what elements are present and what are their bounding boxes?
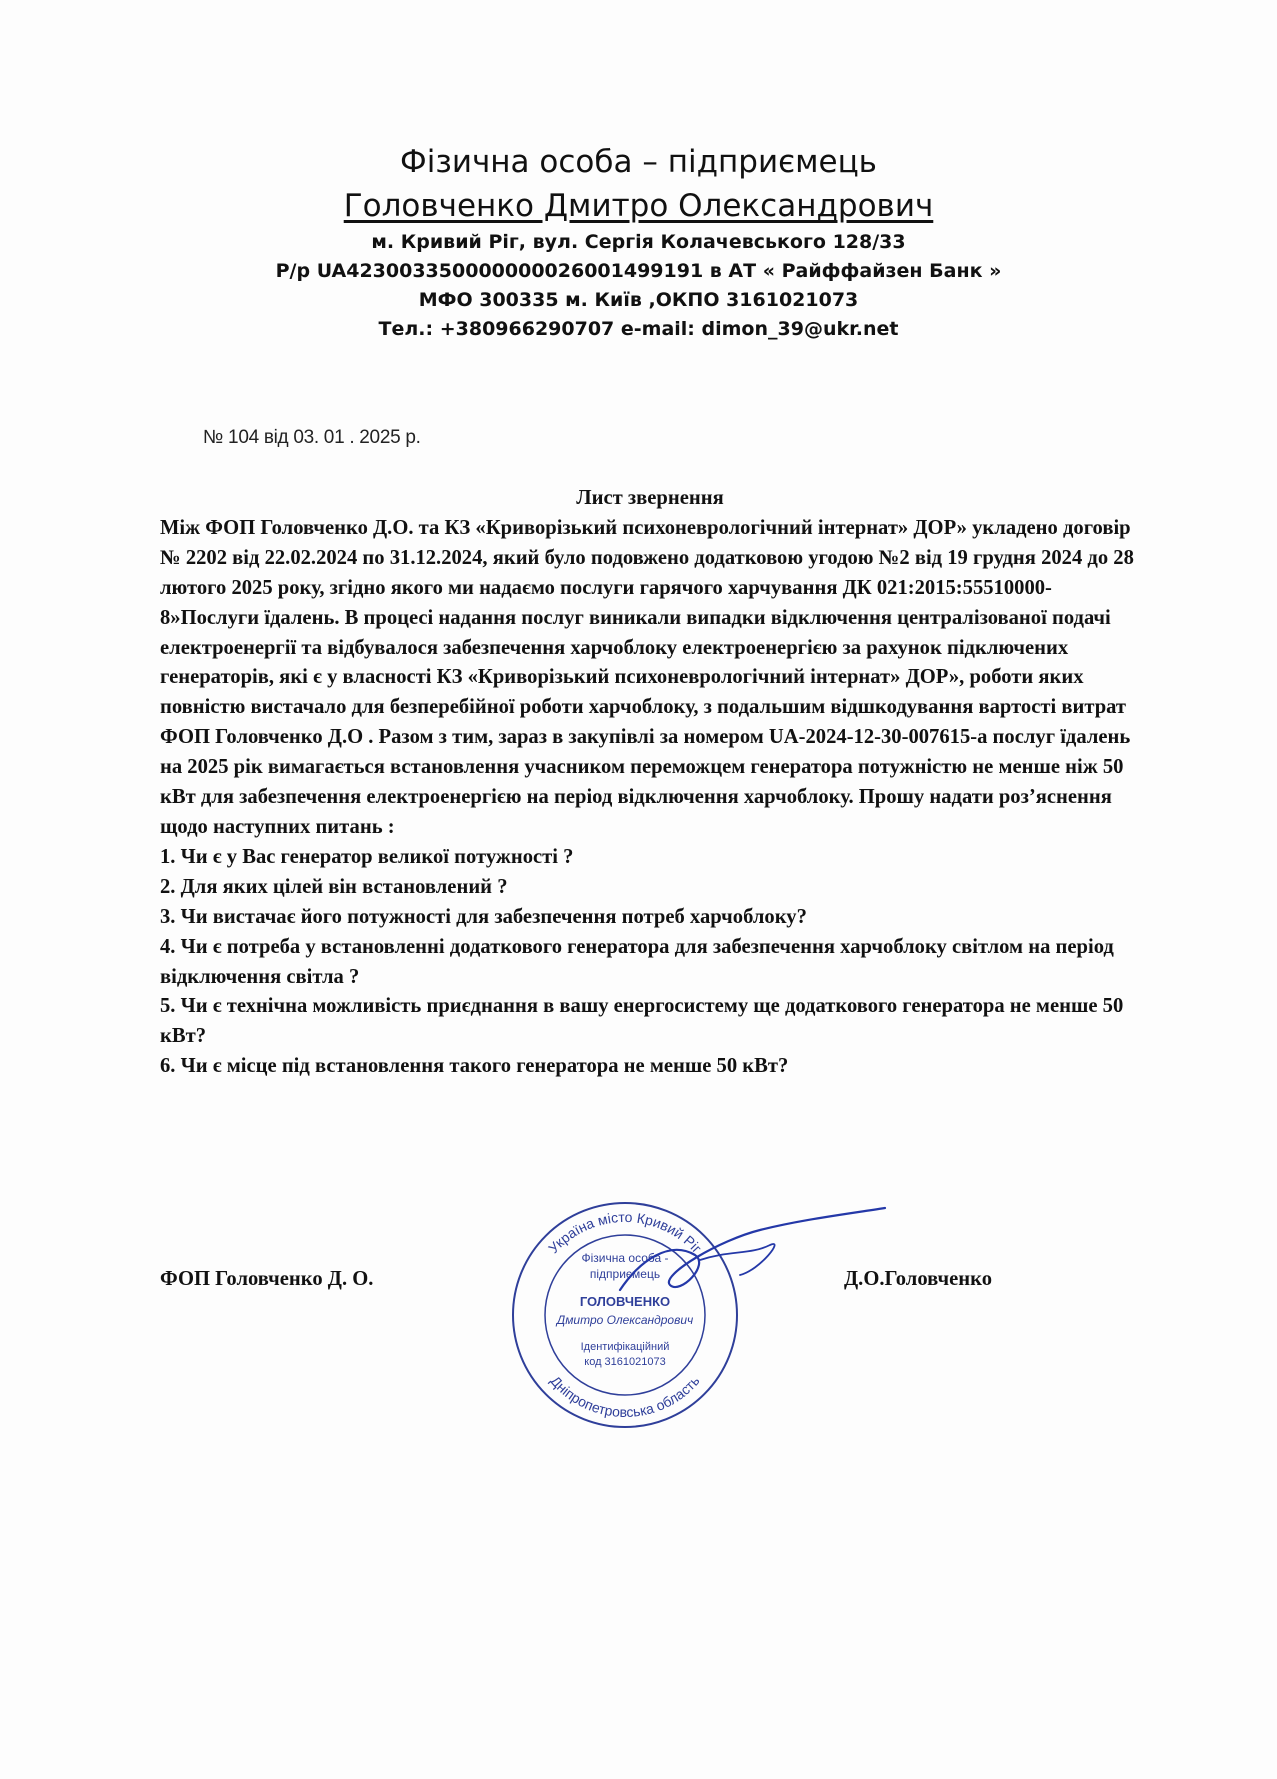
stamp-line-1: Фізична особа - xyxy=(581,1251,669,1265)
handwritten-signature xyxy=(600,1200,900,1310)
stamp-line-3: ГОЛОВЧЕНКО xyxy=(579,1294,671,1309)
stamp-line-4: Дмитро Олександрович xyxy=(556,1313,694,1327)
letterhead-mfo: МФО 300335 м. Київ ,ОКПО 3161021073 xyxy=(418,289,859,311)
letterhead-address: м. Кривий Ріг, вул. Сергія Колачевського 128/33 xyxy=(371,231,906,253)
letterhead-name: Головченко Дмитро Олександрович xyxy=(343,188,934,224)
question-4: 4. Чи є потреба у встановленні додаткового генератора для забезпечення харчоблоку світлом на період відключення світла ? xyxy=(160,935,1114,988)
question-2: 2. Для яких цілей він встановлений ? xyxy=(160,875,508,898)
question-5: 5. Чи є технічна можливість приєднання в вашу енергосистему ще додаткового генератора не менше 50 кВт? xyxy=(160,995,1124,1048)
letterhead-account: Р/р UA423003350000000026001499191 в АТ « Райффайзен Банк » xyxy=(275,260,1002,282)
letter-body xyxy=(160,484,1140,1082)
letterhead xyxy=(0,140,1277,344)
signatory-name-right: Д.О.Головченко xyxy=(844,1268,992,1290)
stamp-line-5: Ідентифікаційний xyxy=(580,1341,670,1353)
registration-number: № 104 від 03. 01 . 2025 р. xyxy=(203,427,421,448)
letterhead-contacts: Тел.: +380966290707 e-mail: dimon_39@ukr.net xyxy=(378,318,899,340)
stamp-ring-bottom: Дніпропетровська область xyxy=(547,1372,703,1421)
stamp-line-2: підприємець xyxy=(589,1267,661,1281)
stamp-line-6: код 3161021073 xyxy=(584,1356,666,1368)
letter-paragraph: Між ФОП Головченко Д.О. та КЗ «Криворізький психоневрологічний інтернат» ДОР» укладено договір № 2202 від 22.02.2024 по 31.12.2024, який було подовжено додатковою угодою №2 від 19 грудня 2024 до 28 лютого 2025 року, згідно якого ми надаємо послуги гарячого харчування ДК 021:2015:55510000-8»Послуги їдалень. В процесі надання послуг виникали випадки відключення централізованої подачі електроенергії та відбувалося забезпечення харчоблоку електроенергією за рахунок підключених генераторів, які є у власності КЗ «Криворізький психоневрологічний інтернат» ДОР», роботи яких повністю вистачало для безперебійної роботи харчоблоку, з подальшим відшкодування вартості витрат ФОП Головченко Д.О . Разом з тим, зараз в закупівлі за номером UA-2024-12-30-007615-а послуг їдалень на 2025 рік вимагається встановлення учасником переможцем генератора потужністю не менше ніж 50 кВт для забезпечення електроенергією на період відключення харчоблоку. Прошу надати роз’яснення щодо наступних питань : xyxy=(160,516,1134,838)
letterhead-title: Фізична особа – підприємець xyxy=(400,144,877,180)
question-3: 3. Чи вистачає його потужності для забезпечення потреб харчоблоку? xyxy=(160,905,807,928)
letter-title: Лист звернення xyxy=(576,487,724,509)
stamp-ring-top: Україна місто Кривий Ріг xyxy=(545,1208,705,1257)
question-1: 1. Чи є у Вас генератор великої потужності ? xyxy=(160,845,574,868)
signatory-name-left: ФОП Головченко Д. О. xyxy=(160,1268,374,1290)
question-6: 6. Чи є місце під встановлення такого генератора не менше 50 кВт? xyxy=(160,1055,789,1078)
